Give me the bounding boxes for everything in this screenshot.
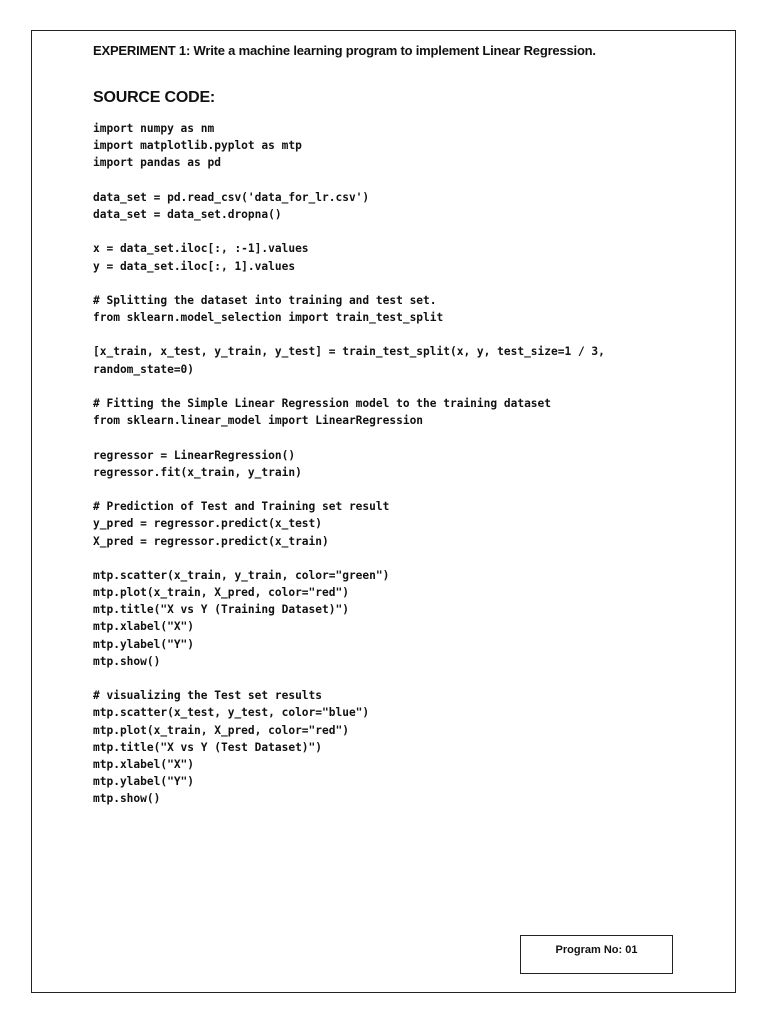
code-line: x = data_set.iloc[:, :-1].values — [93, 242, 309, 256]
program-number-box — [520, 935, 673, 974]
code-line: from sklearn.linear_model import LinearRegression — [93, 414, 424, 428]
code-line: y_pred = regressor.predict(x_test) — [93, 517, 323, 531]
code-line — [93, 481, 723, 498]
code-line: from sklearn.model_selection import train_test_split — [93, 311, 444, 325]
code-line: X_pred = regressor.predict(x_train) — [93, 534, 329, 548]
code-line: import numpy as nm — [93, 122, 215, 135]
experiment-heading: EXPERIMENT 1: Write a machine learning program to implement Linear Regression. — [93, 43, 596, 58]
code-line: import matplotlib.pyplot as mtp — [93, 139, 302, 153]
code-line — [93, 550, 723, 567]
code-line — [93, 670, 723, 687]
code-line: mtp.xlabel("X") — [93, 757, 195, 771]
code-line: [x_train, x_test, y_train, y_test] = train_test_split(x, y, test_size=1 / 3, — [93, 345, 605, 359]
code-line: mtp.plot(x_train, X_pred, color="red") — [93, 723, 349, 737]
code-line: data_set = data_set.dropna() — [93, 207, 282, 221]
code-line — [93, 326, 723, 343]
code-line: mtp.show() — [93, 792, 161, 806]
program-number-label: Program No: 01 — [555, 944, 638, 956]
code-line: data_set = pd.read_csv('data_for_lr.csv') — [93, 190, 370, 204]
code-line: # visualizing the Test set results — [93, 689, 323, 703]
code-line: import pandas as pd — [93, 156, 221, 170]
code-line: mtp.scatter(x_train, y_train, color="green") — [93, 568, 390, 582]
code-line: # Prediction of Test and Training set result — [93, 500, 390, 514]
code-line: mtp.xlabel("X") — [93, 620, 195, 634]
code-line: mtp.title("X vs Y (Test Dataset)") — [93, 740, 323, 754]
code-line — [93, 378, 723, 395]
code-line — [93, 223, 723, 240]
code-line — [93, 172, 723, 189]
code-line: random_state=0) — [93, 362, 195, 376]
code-line: mtp.title("X vs Y (Training Dataset)") — [93, 603, 349, 617]
source-code-heading: SOURCE CODE: — [93, 89, 216, 106]
code-block — [93, 120, 723, 808]
code-line — [93, 275, 723, 292]
code-line: # Fitting the Simple Linear Regression model to the training dataset — [93, 397, 552, 410]
code-line: mtp.ylabel("Y") — [93, 637, 195, 651]
code-line: mtp.scatter(x_test, y_test, color="blue") — [93, 706, 370, 720]
code-line: mtp.ylabel("Y") — [93, 775, 195, 789]
code-line: mtp.plot(x_train, X_pred, color="red") — [93, 586, 349, 600]
code-line: regressor.fit(x_train, y_train) — [93, 465, 302, 479]
code-line: # Splitting the dataset into training and test set. — [93, 293, 437, 307]
code-line: mtp.show() — [93, 654, 161, 668]
code-line — [93, 429, 723, 446]
code-line: y = data_set.iloc[:, 1].values — [93, 259, 296, 273]
code-line: regressor = LinearRegression() — [93, 448, 296, 462]
